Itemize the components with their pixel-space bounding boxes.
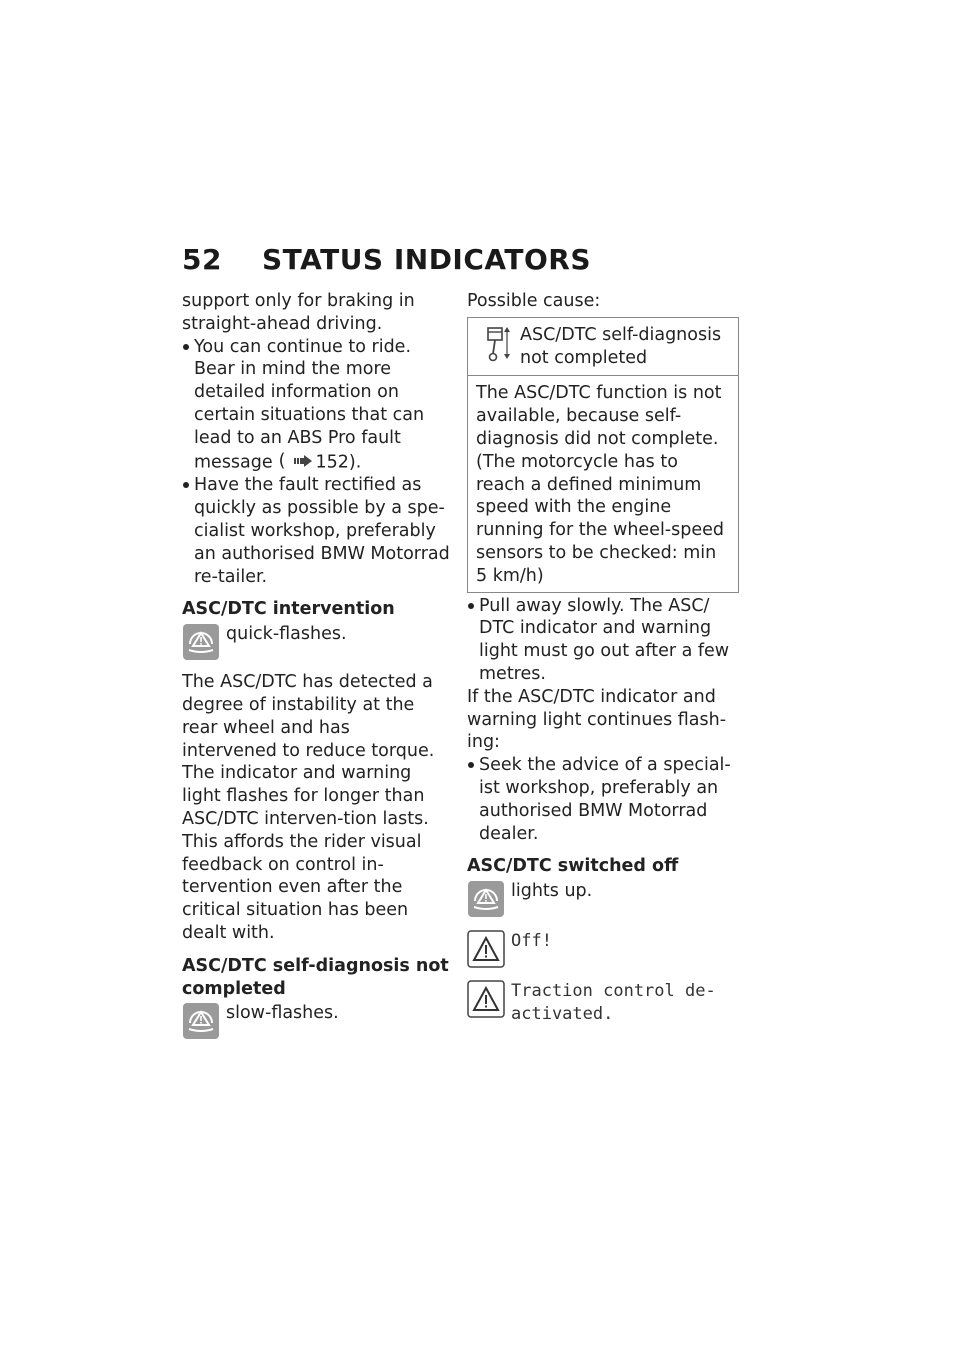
cause-box [467, 317, 739, 593]
right-bullet-list-1 [467, 595, 739, 686]
off-indicator [467, 880, 739, 918]
intervention-heading: ASC/DTC intervention [182, 599, 395, 620]
page-reference[interactable]: 152). [315, 451, 362, 472]
arrow-right-icon [294, 455, 312, 467]
page-number: 52 [182, 243, 222, 276]
asc-dtc-warning-icon [182, 623, 220, 661]
possible-cause-label: Possible cause: [467, 291, 601, 311]
page-title: STATUS INDICATORS [262, 243, 592, 276]
warning-triangle-icon [467, 980, 505, 1018]
intro-line: support only for braking in straight-ahead driving. [182, 291, 415, 334]
off-heading: ASC/DTC switched off [467, 856, 679, 877]
left-column [182, 290, 450, 1040]
list-item: Seek the advice of a special-ist workshop, preferably an authorised BMW Motorrad dealer. [467, 754, 739, 845]
right-bullet-list-2 [467, 754, 739, 845]
asc-dtc-warning-icon [467, 880, 505, 918]
cause-title: ASC/DTC self-diagnosis not completed [520, 324, 722, 368]
warning-triangle-icon [467, 930, 505, 968]
selfdiag-state: slow-flashes. [226, 1003, 339, 1024]
piston-icon [482, 324, 510, 364]
page-header [182, 243, 591, 276]
display-off-text: Off! [511, 931, 552, 952]
right-column [467, 290, 739, 1026]
page-ref-arrow-icon: ( [278, 450, 286, 471]
list-item: You can continue to ride. Bear in mind the more detailed information on certain situations that can lead to an ABS Pro fault message ( 152). [182, 336, 450, 475]
if-continues-text: If the ASC/DTC indicator and warning light continues flash-ing: [467, 686, 727, 753]
display-traction-text: Traction control de-activated. [511, 981, 716, 1024]
cause-description: The ASC/DTC function is not available, because self-diagnosis did not complete. (The motorcycle has to reach a defined minimum speed with the engine running for the wheel-speed sensors to be checked: min 5 km/h) [476, 383, 724, 586]
display-off-message [467, 930, 739, 968]
off-state: lights up. [511, 881, 593, 902]
list-item: Have the fault rectified as quickly as possible by a spe-cialist workshop, preferably an authorised BMW Motorrad re-tailer. [182, 474, 450, 588]
intervention-text: The ASC/DTC has detected a degree of instability at the rear wheel and has intervened to reduce torque. The indicator and warning light flashes for longer than ASC/DTC interven-tion lasts. This affords the rider visual feedback on control in-tervention even after the critical situation has been dealt with. [182, 672, 435, 943]
intervention-indicator [182, 623, 450, 661]
list-item: Pull away slowly. The ASC/ DTC indicator and warning light must go out after a few metres. [467, 595, 739, 686]
asc-dtc-warning-icon [182, 1002, 220, 1040]
selfdiag-indicator [182, 1002, 450, 1040]
intervention-state: quick-flashes. [226, 624, 347, 645]
selfdiag-heading: ASC/DTC self-diagnosis not completed [182, 955, 449, 999]
display-traction-message [467, 980, 739, 1026]
left-bullet-list [182, 336, 450, 589]
cause-title-row [468, 318, 738, 377]
